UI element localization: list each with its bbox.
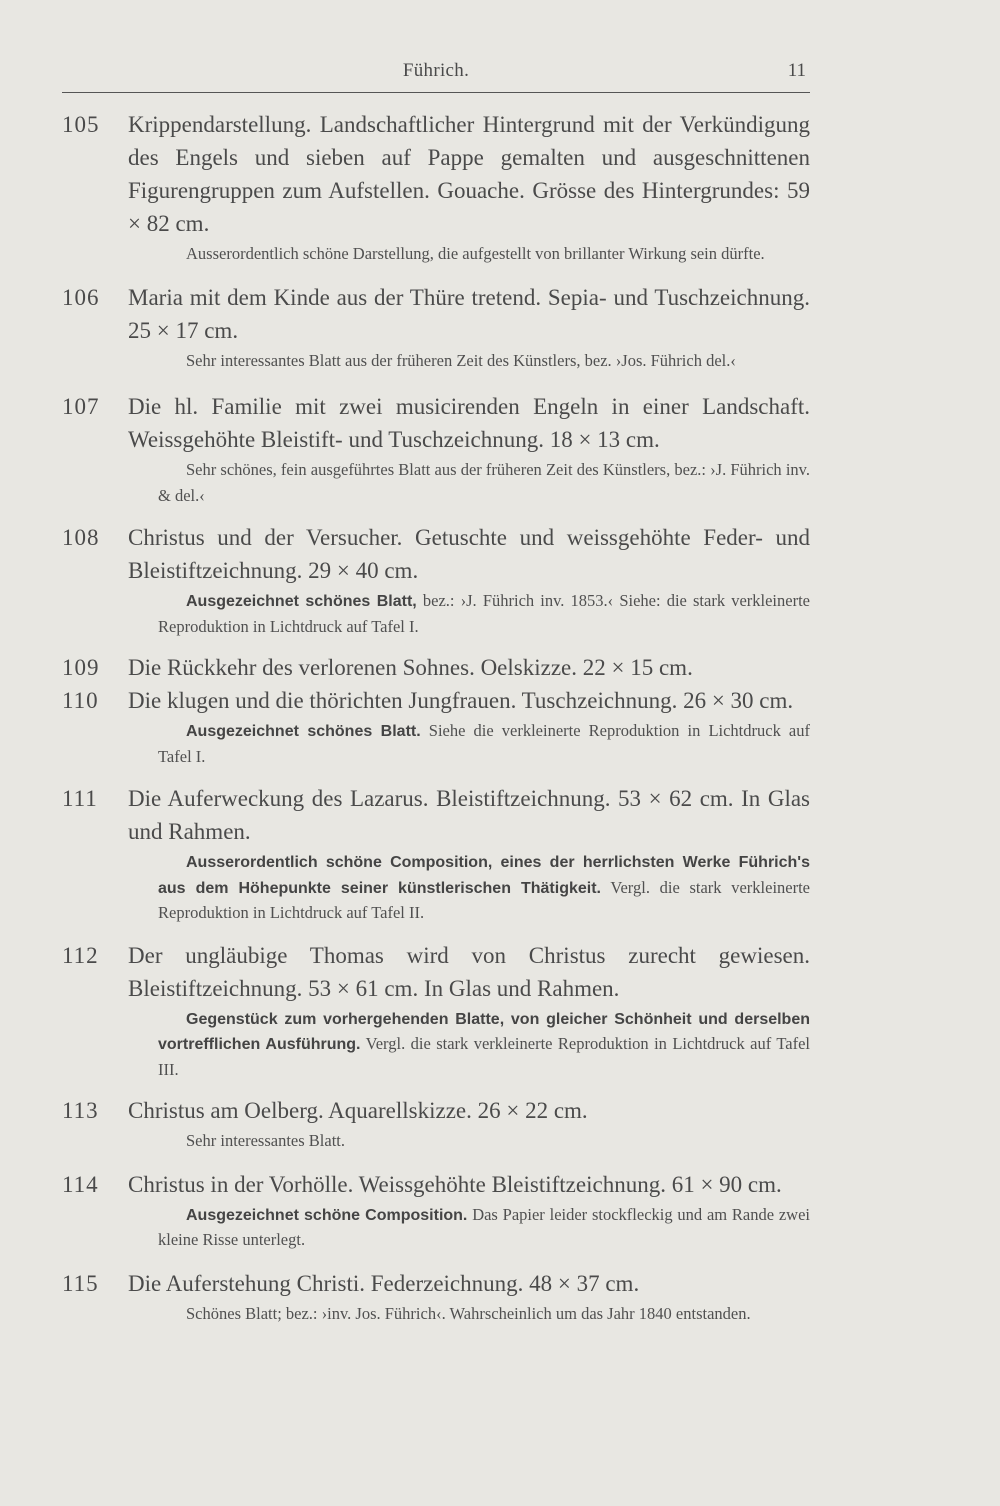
entry-title: Die hl. Familie mit zwei musicirenden Engeln in einer Landschaft. Weissgehöhte Bleistift- und Tuschzeichnung. 18 × 13 cm. (128, 394, 810, 452)
catalogue-entry (62, 1168, 810, 1253)
entry-note-text: Vergl. die stark verkleinerte Reproduktion in Lichtdruck auf Tafel III. (158, 1034, 810, 1079)
entry-title: Die Auferweckung des Lazarus. Bleistiftzeichnung. 53 × 62 cm. In Glas und Rahmen. (128, 786, 810, 844)
catalogue-entry (62, 390, 810, 508)
entry-note-emphasis: Gegenstück zum vorhergehenden Blatte, von gleicher Schönheit und derselben vortrefflichen Ausführung. (158, 1010, 810, 1053)
entry-number: 105 (62, 112, 100, 137)
catalogue-entry (62, 1094, 810, 1155)
catalogue-entry (62, 651, 810, 684)
page-number: 11 (787, 60, 806, 81)
entry-note (158, 719, 810, 769)
page-header (62, 58, 810, 93)
entry-number: 106 (62, 284, 100, 310)
entry-note-emphasis: Ausgezeichnet schönes Blatt. (186, 723, 421, 740)
entry-note (158, 349, 810, 375)
entry-note-text: Sehr interessantes Blatt. (186, 1131, 346, 1150)
entry-title: Maria mit dem Kinde aus der Thüre tretend. Sepia- und Tuschzeichnung. 25 × 17 cm. (128, 284, 810, 343)
entry-number: 111 (62, 786, 98, 811)
entry-title: Christus in der Vorhölle. Weissgehöhte Bleistiftzeichnung. 61 × 90 cm. (128, 1171, 782, 1197)
entry-number: 114 (62, 1171, 99, 1197)
entry-title: Die Rückkehr des verlorenen Sohnes. Oelskizze. 22 × 15 cm. (128, 655, 693, 680)
entry-note-emphasis: Ausgezeichnet schönes Blatt, (186, 593, 417, 610)
entry-note-emphasis: Ausgezeichnet schöne Composition. (186, 1206, 468, 1224)
entry-note (158, 242, 810, 268)
entry-title: Christus und der Versucher. Getuschte und weissgehöhte Feder- und Bleistiftzeichnung. 29 × 40 cm. (128, 525, 810, 583)
entry-note (158, 850, 810, 926)
entry-number: 115 (62, 1270, 99, 1296)
entry-title: Christus am Oelberg. Aquarellskizze. 26 × 22 cm. (128, 1098, 588, 1123)
running-head: Führich. (402, 60, 470, 81)
catalogue-entry (62, 108, 810, 268)
entry-number: 112 (62, 942, 99, 968)
entry-note-text: Ausserordentlich schöne Darstellung, die aufgestellt von brillanter Wirkung sein dürfte. (186, 244, 765, 263)
entry-number: 107 (62, 394, 100, 419)
entry-note-text: Sehr schönes, fein ausgeführtes Blatt aus der früheren Zeit des Künstlers, bez.: ›J. Führich inv. & del.‹ (158, 460, 810, 505)
entry-note-text: Schönes Blatt; bez.: ›inv. Jos. Führich‹. Wahrscheinlich um das Jahr 1840 entstanden. (186, 1303, 751, 1323)
entry-note-text: Sehr interessantes Blatt aus der früheren Zeit des Künstlers, bez. ›Jos. Führich del.‹ (186, 350, 736, 370)
entry-note (158, 1007, 810, 1083)
entry-title: Die Auferstehung Christi. Federzeichnung. 48 × 37 cm. (128, 1270, 640, 1296)
entry-note (158, 1129, 810, 1155)
entry-number: 108 (62, 525, 100, 550)
entry-note (158, 589, 810, 639)
entry-number: 110 (62, 688, 99, 713)
entry-note (158, 1302, 810, 1328)
entry-note-text: Das Papier leider stockfleckig und am Rande zwei kleine Risse unterlegt. (158, 1204, 811, 1249)
entry-note-text: bez.: ›J. Führich inv. 1853.‹ Siehe: die stark verkleinerte Reproduktion in Lichtdruck auf Tafel I. (158, 591, 810, 636)
entry-note (158, 458, 810, 508)
entry-note-text: Vergl. die stark verkleinerte Reproduktion in Lichtdruck auf Tafel II. (158, 877, 811, 922)
entry-title: Krippendarstellung. Landschaftlicher Hintergrund mit der Verkündigung des Engels und sieben auf Pappe gemalten und ausgeschnittenen Figurengruppen zum Aufstellen. Gouache. Grösse des Hintergrundes: 59 × 82 cm. (128, 112, 810, 236)
entry-number: 113 (62, 1098, 99, 1123)
catalogue-entry (62, 281, 810, 375)
catalogue-entries (62, 108, 810, 1327)
catalogue-entry (62, 1267, 810, 1328)
catalogue-entry (62, 939, 810, 1083)
entry-title: Die klugen und die thörichten Jungfrauen. Tuschzeichnung. 26 × 30 cm. (128, 688, 794, 713)
entry-number: 109 (62, 655, 100, 680)
entry-title: Der ungläubige Thomas wird von Christus zurecht gewiesen. Bleistiftzeichnung. 53 × 61 cm. In Glas und Rahmen. (128, 942, 810, 1001)
catalogue-entry (62, 521, 810, 639)
entry-note-emphasis: Ausserordentlich schöne Composition, eines der herrlichsten Werke Führich's aus dem Höhepunkte seiner künstlerischen Thätigkeit. (158, 854, 810, 897)
entry-note (158, 1203, 810, 1253)
catalogue-entry (62, 684, 810, 769)
entry-note-text: Siehe die verkleinerte Reproduktion in Lichtdruck auf Tafel I. (158, 721, 810, 766)
catalogue-entry (62, 782, 810, 926)
